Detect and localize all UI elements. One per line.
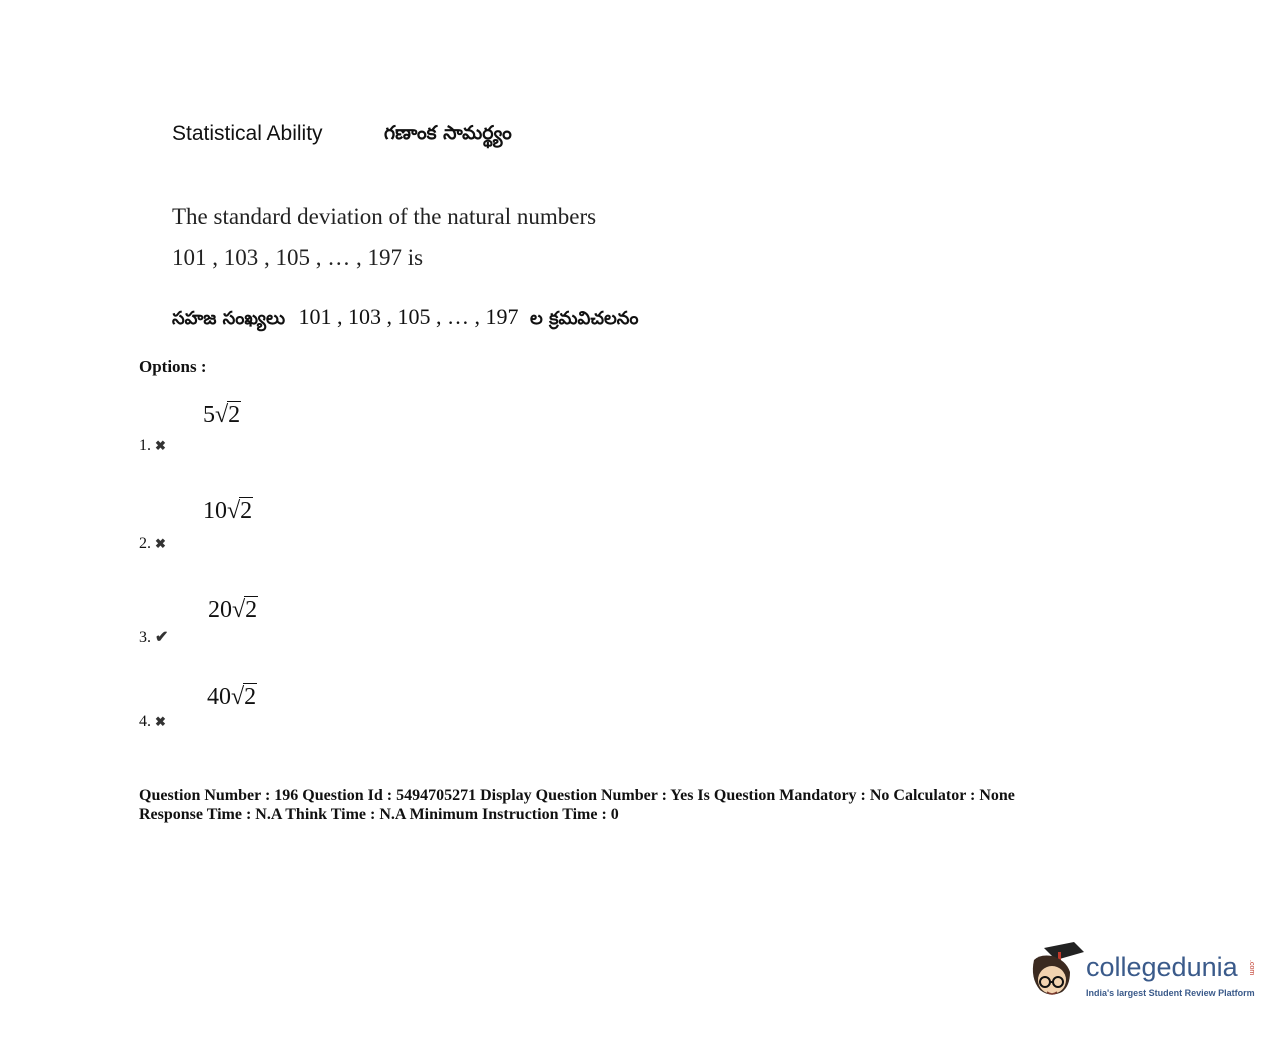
option-1-radicand: 2 xyxy=(228,402,241,428)
mascot-icon xyxy=(1026,938,1086,1008)
sqrt-icon: √ xyxy=(227,498,241,524)
section-title-telugu: గణాంక సామర్థ్యం xyxy=(384,122,512,144)
cross-icon: ✖ xyxy=(155,438,166,453)
option-2-coefficient: 10 xyxy=(203,498,227,524)
question-telugu-numbers: 101 , 103 , 105 , … , 197 xyxy=(298,304,519,329)
question-telugu-prefix: సహజ సంఖ్యలు xyxy=(172,308,286,329)
section-title-english: Statistical Ability xyxy=(172,122,323,145)
option-4-value xyxy=(207,684,257,711)
option-1-value xyxy=(203,402,241,429)
option-3-value xyxy=(208,597,258,624)
question-meta-line-2: Response Time : N.A Think Time : N.A Minimum Instruction Time : 0 xyxy=(139,806,619,823)
sqrt-icon: √ xyxy=(215,402,229,428)
option-1-number: 1. xyxy=(139,437,151,454)
option-2-radicand: 2 xyxy=(240,498,253,524)
option-1[interactable] xyxy=(139,437,166,455)
question-telugu-suffix: ల క్రమవిచలనం xyxy=(530,308,639,329)
option-2-number: 2. xyxy=(139,535,151,552)
cross-icon: ✖ xyxy=(155,536,166,551)
option-3-radicand: 2 xyxy=(245,597,258,623)
cross-icon: ✖ xyxy=(155,714,166,729)
logo-text: collegedunia xyxy=(1086,952,1238,982)
question-line-1: The standard deviation of the natural numbers xyxy=(172,204,597,229)
check-icon: ✔ xyxy=(155,629,169,646)
option-3[interactable] xyxy=(139,627,168,647)
question-line-2: 101 , 103 , 105 , … , 197 is xyxy=(172,245,424,270)
question-meta-line-1: Question Number : 196 Question Id : 5494705271 Display Question Number : Yes Is Question Mandatory : No Calculator : None xyxy=(139,787,1015,804)
logo-superscript: .com xyxy=(1248,960,1255,976)
option-4[interactable] xyxy=(139,713,166,731)
option-3-number: 3. xyxy=(139,629,151,646)
option-4-coefficient: 40 xyxy=(207,684,231,710)
question-telugu xyxy=(172,304,639,333)
option-4-number: 4. xyxy=(139,713,151,730)
sqrt-icon: √ xyxy=(232,597,246,623)
option-2[interactable] xyxy=(139,535,166,553)
options-label: Options : xyxy=(139,357,207,376)
collegedunia-logo[interactable] xyxy=(1026,938,1256,1008)
logo-tagline: India's largest Student Review Platform xyxy=(1086,988,1255,998)
option-2-value xyxy=(203,498,253,525)
option-4-radicand: 2 xyxy=(244,684,257,710)
option-1-coefficient: 5 xyxy=(203,402,215,428)
sqrt-icon: √ xyxy=(231,684,245,710)
option-3-coefficient: 20 xyxy=(208,597,232,623)
